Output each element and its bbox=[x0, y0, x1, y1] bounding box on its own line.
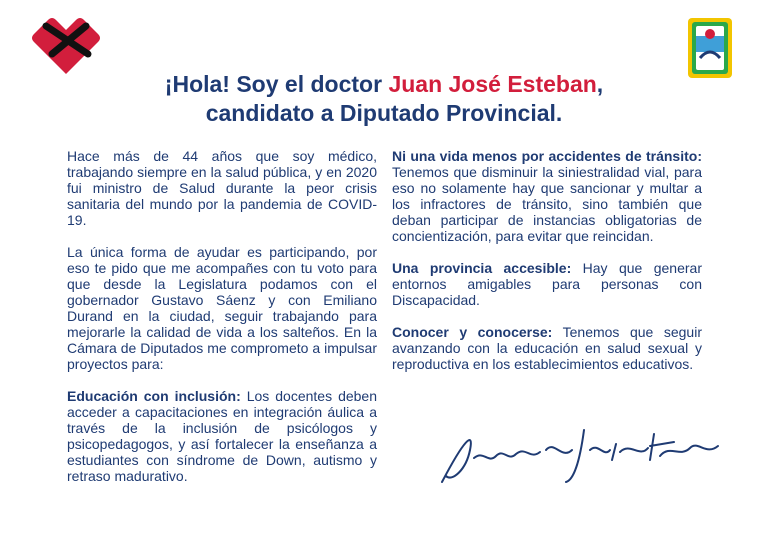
heart-x-logo-icon bbox=[30, 16, 102, 76]
right-column bbox=[392, 148, 702, 388]
left-column bbox=[67, 148, 377, 500]
proposal-road-safety-text: Tenemos que disminuir la siniestralidad vial, para eso no solamente hay que sancionar y multar a los infractores de tránsito, sino también que deban participar de instancias obligatorias de concientización, para evitar que reincidan. bbox=[392, 164, 702, 244]
intro-paragraph: Hace más de 44 años que soy médico, trabajando siempre en la salud pública, y en 2020 fui ministro de Salud durante la peor crisis sanitaria del mundo por la pandemia de COVID-19. bbox=[67, 148, 377, 228]
proposal-accessibility bbox=[392, 260, 702, 308]
handwritten-signature bbox=[434, 420, 724, 490]
proposal-accessibility-title: Una provincia accesible: bbox=[392, 260, 572, 276]
candidate-name: Juan José Esteban bbox=[388, 71, 597, 97]
proposal-accessibility-text: Hay que generar entornos amigables para personas con Discapacidad. bbox=[392, 260, 702, 308]
proposal-sex-education-title: Conocer y conocerse: bbox=[392, 324, 553, 340]
proposal-road-safety bbox=[392, 148, 702, 244]
headline-subtitle: candidato a Diputado Provincial. bbox=[205, 100, 563, 126]
proposal-education-text: Los docentes deben acceder a capacitaciones en integración áulica a través de la inclusión de psicólogos y psicopedagogos, y así fortalecer la enseñanza a estudiantes con síndrome de Down, autismo y retraso madurativo. bbox=[67, 388, 377, 484]
headline-comma: , bbox=[596, 71, 604, 97]
headline bbox=[60, 70, 708, 128]
proposal-education bbox=[67, 388, 377, 484]
appeal-paragraph: La única forma de ayudar es participando, por eso te pido que me acompañes con tu voto para que desde la Legislatura podamos con el gobernador Gustavo Sáenz y con Emiliano Durand en la ciudad, seguir trabajando para mejorarle la calidad de vida a los salteños. En la Cámara de Diputados me comprometo a impulsar proyectos para: bbox=[67, 244, 377, 372]
proposal-road-safety-title: Ni una vida menos por accidentes de tránsito: bbox=[392, 148, 702, 164]
proposal-sex-education-text: Tenemos que seguir avanzando con la educación en salud sexual y reproductiva en los establecimientos educativos. bbox=[392, 324, 702, 372]
proposal-education-title: Educación con inclusión: bbox=[67, 388, 241, 404]
proposal-sex-education bbox=[392, 324, 702, 372]
headline-intro: ¡Hola! Soy el doctor bbox=[164, 71, 389, 97]
